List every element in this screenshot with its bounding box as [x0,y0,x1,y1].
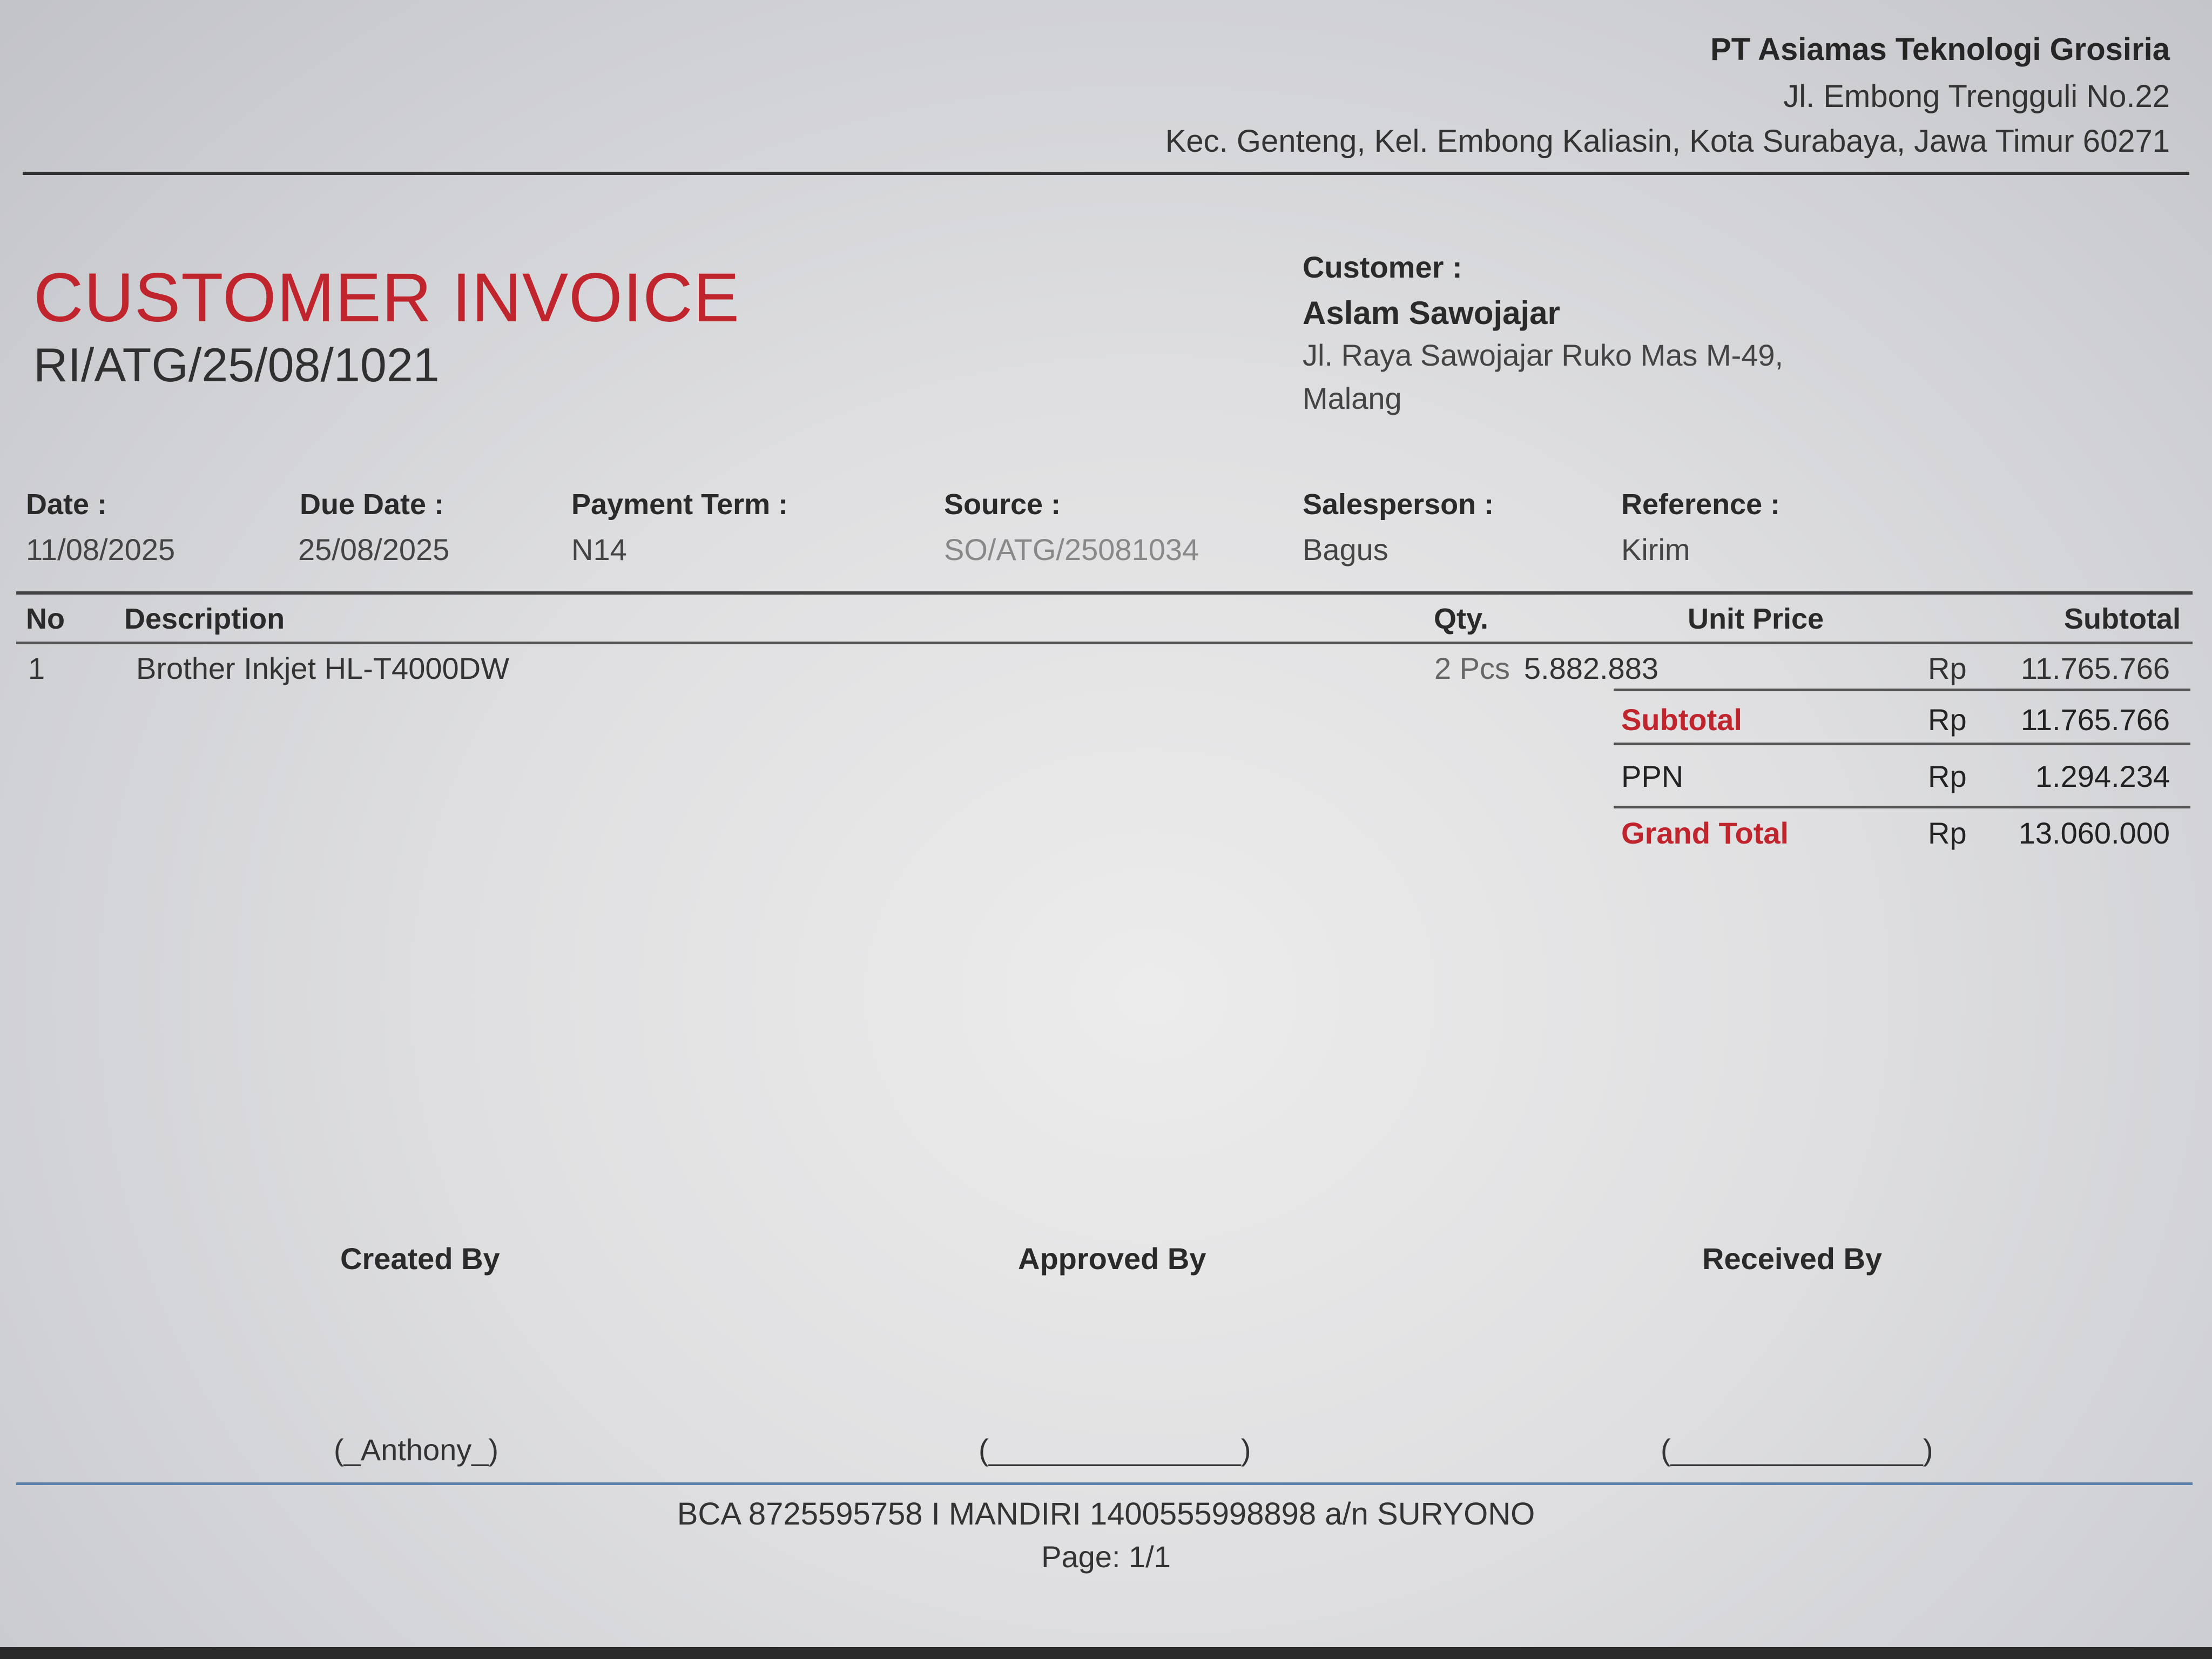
row-description: Brother Inkjet HL-T4000DW [136,651,509,685]
customer-address-line2: Malang [1303,381,1402,415]
table-header-rule [16,642,2193,644]
row-no: 1 [28,651,45,685]
subtotal-currency: Rp [1928,703,1967,737]
row-subtotal: 11.765.766 [2020,651,2170,685]
ppn-label: PPN [1621,759,1684,793]
customer-address-line1: Jl. Raya Sawojajar Ruko Mas M-49, [1303,338,1784,372]
column-header-qty: Qty. [1434,603,1489,635]
column-header-subtotal: Subtotal [2064,603,2181,635]
customer-label: Customer : [1303,250,1462,284]
grand-total-value: 13.060.000 [2018,816,2170,850]
document-title: CUSTOMER INVOICE [33,259,740,336]
payment-term-value: N14 [571,532,627,567]
footer-divider [16,1482,2193,1485]
customer-name: Aslam Sawojajar [1303,295,1560,331]
row-unit-price: 5.882.883 [1523,651,1658,685]
totals-rule-3 [1614,806,2190,808]
source-label: Source : [944,488,1061,521]
subtotal-label: Subtotal [1621,703,1742,737]
page-number: Page: 1/1 [1041,1540,1171,1574]
date-value: 11/08/2025 [26,532,176,567]
totals-rule-1 [1614,689,2190,691]
company-address-line2: Kec. Genteng, Kel. Embong Kaliasin, Kota Surabaya, Jawa Timur 60271 [1165,124,2170,159]
column-header-unit-price: Unit Price [1688,603,1824,635]
grand-total-label: Grand Total [1621,816,1789,850]
approved-by-signature-line: (_______________) [979,1433,1251,1467]
created-by-label: Created By [340,1242,500,1276]
company-address-line1: Jl. Embong Trengguli No.22 [1783,79,2170,114]
date-label: Date : [26,488,107,521]
column-header-no: No [26,603,65,635]
grand-total-currency: Rp [1928,816,1967,850]
invoice-number: RI/ATG/25/08/1021 [33,338,440,392]
payment-term-label: Payment Term : [571,488,788,521]
header-divider [23,172,2189,175]
column-header-description: Description [124,603,285,635]
reference-label: Reference : [1621,488,1781,521]
ppn-currency: Rp [1928,759,1967,793]
row-qty: 2 Pcs [1434,651,1510,685]
salesperson-value: Bagus [1303,532,1388,567]
created-by-name: (_Anthony_) [334,1433,499,1467]
table-top-rule [16,591,2193,595]
ppn-value: 1.294.234 [2035,759,2170,793]
reference-value: Kirim [1621,532,1690,567]
screen-bottom-edge [0,1647,2212,1659]
salesperson-label: Salesperson : [1303,488,1494,521]
received-by-signature-line: (_______________) [1661,1433,1933,1467]
due-date-label: Due Date : [300,488,444,521]
due-date-value: 25/08/2025 [298,532,450,567]
source-value: SO/ATG/25081034 [944,532,1199,567]
subtotal-value: 11.765.766 [2020,703,2170,737]
approved-by-label: Approved By [1018,1242,1206,1276]
row-currency: Rp [1928,651,1967,685]
bank-info: BCA 8725595758 I MANDIRI 1400555998898 a/n SURYONO [677,1496,1535,1532]
received-by-label: Received By [1702,1242,1883,1276]
totals-rule-2 [1614,743,2190,745]
company-name: PT Asiamas Teknologi Grosiria [1710,32,2170,67]
